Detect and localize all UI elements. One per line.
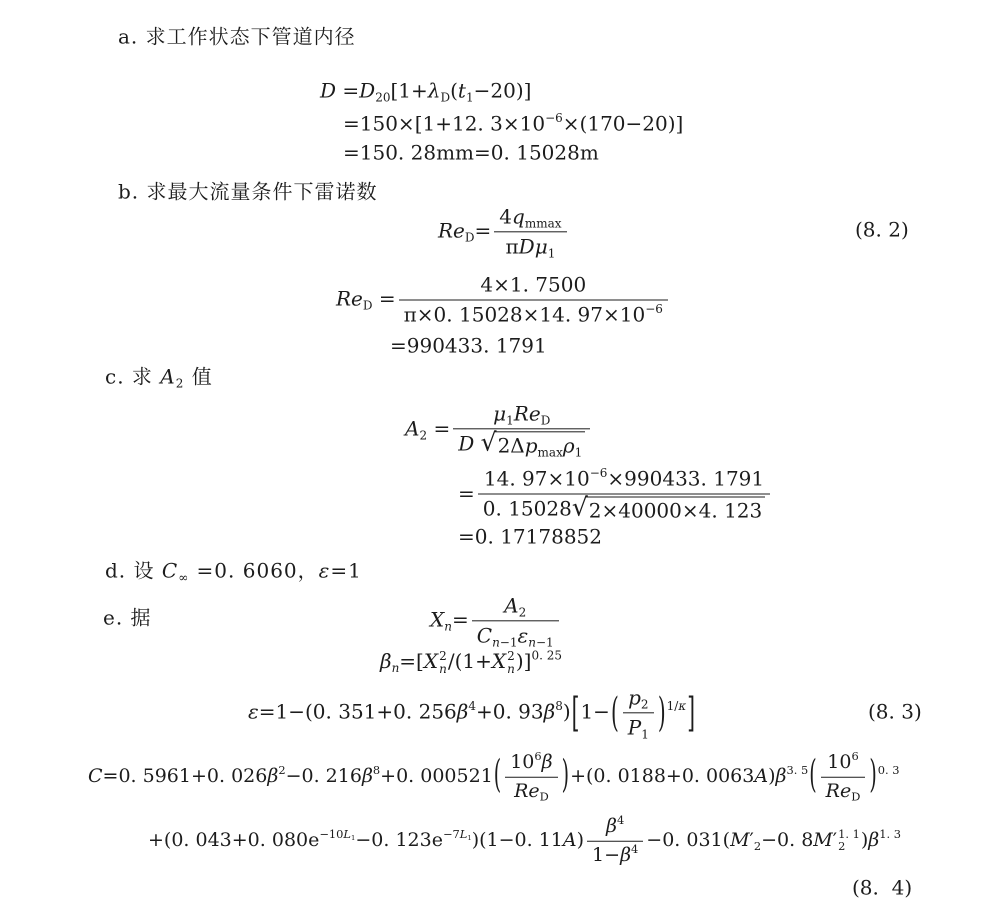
formula-d-calc: =150×[1+12. $3\times 10^{-6}\times(170-20)$] bbox=[343, 111, 684, 136]
fraction: $\frac{\beta^4}{1-\beta^4}$ bbox=[587, 815, 643, 868]
formula-d-def: $D =D_{20}[1+\lambda_D(t_1-20)]$ bbox=[320, 78, 532, 105]
formula-c-line2: +(0. 043+0. $080e^{-10L_1}-0$. $123e^{-7L_1})(1-0$. 11A) $\frac{\beta^4}{1-\beta^4}$ −0. $031(M'_2-0$. 8M′ 1. 1 2 )$\beta^{1. 3}$ bbox=[148, 812, 901, 866]
fraction: $\frac{10^6\beta}{Re_D}$ bbox=[505, 751, 557, 804]
big-delimiter: ] bbox=[687, 688, 696, 736]
big-delimiter: ( bbox=[610, 688, 619, 736]
formula-a2-calc: = 14. $97\times 10^{-6}\times 990433$. 1791 0. 15028 √ 2×40000×4. 123 bbox=[458, 467, 773, 524]
eqnum-8-2: (8. 2) bbox=[855, 217, 909, 242]
big-delimiter: ) bbox=[869, 753, 877, 798]
fraction: $\frac{A_2}{C_{n-1}\varepsilon_{n-1}}$ bbox=[472, 593, 559, 648]
big-delimiter: ) bbox=[657, 688, 666, 736]
fraction: $\frac{4\times 1. 7500}{\pi\times 0. 15028\times 14. 97\times 10^{-6}}$ bbox=[399, 273, 668, 328]
formula-re-def: $Re_D=$ $\frac{4q_{mmax}}{\pi D\mu_1}$ bbox=[438, 204, 570, 259]
fraction: 14. $97\times 10^{-6}\times 990433$. 1791 0. 15028 √ 2×40000×4. 123 bbox=[478, 467, 770, 524]
sup-sub-stack: 2 n bbox=[507, 648, 515, 676]
formula-a2-def: $A_2$ = $\mu_1Re_D$ D √ $2\Delta p_{max}\rho_1$ bbox=[405, 401, 593, 458]
fraction: $\frac{p_2}{P_1}$ bbox=[623, 685, 654, 740]
sqrt-radical: √ $2\Delta p_{max}\rho_1$ bbox=[481, 432, 586, 459]
fraction: $\mu_1Re_D$ D √ $2\Delta p_{max}\rho_1$ bbox=[453, 401, 590, 458]
formula-a2-result: =0. 17178852 bbox=[458, 524, 602, 549]
big-delimiter: ( bbox=[493, 753, 502, 798]
formula-c-line1: C=0. 5961+0. $026\beta^2-0$. $216\beta^8+0$. 000521( $\frac{10^6\beta}{Re_D}$ )+(0. 0188+0. $0063A)\beta^{3. 5}$( $\frac{10^6}{Re_D}$ )$^{0. 3}$ bbox=[88, 748, 900, 804]
fraction: $\frac{4q_{mmax}}{\pi D\mu_1}$ bbox=[494, 204, 566, 259]
sqrt-radical: √ 2×40000×4. 123 bbox=[572, 497, 765, 524]
sup-sub-stack: 2 n bbox=[439, 648, 447, 676]
heading-d: d. 设 $C_\infty =0$. 6060，ε=1 bbox=[105, 558, 362, 585]
eqnum-8-3: (8. 3) bbox=[868, 699, 922, 724]
big-delimiter: ) bbox=[561, 753, 570, 798]
formula-d-result: =150. 28mm=0. 15028m bbox=[343, 140, 599, 165]
sup-sub-stack: 1. 1 2 bbox=[838, 827, 860, 853]
heading-a: a. 求工作状态下管道内径 bbox=[118, 24, 356, 49]
formula-xn: $X_n=$ $\frac{A_2}{C_{n-1}\varepsilon_{n-1}}$ bbox=[430, 593, 562, 648]
heading-e: e. 据 bbox=[103, 605, 152, 630]
formula-beta: $\beta_n=[X$ 2 n /(1+X 2 n )]$^{0. 25}$ bbox=[380, 648, 563, 676]
formula-re-calc: $Re_D$ = $\frac{4\times 1. 7500}{\pi\times 0. 15028\times 14. 97\times 10^{-6}}$ bbox=[336, 273, 671, 328]
heading-b: b. 求最大流量条件下雷诺数 bbox=[118, 179, 378, 204]
fraction: $\frac{10^6}{Re_D}$ bbox=[821, 751, 866, 804]
eqnum-8-4: (8. 4) bbox=[852, 875, 913, 900]
heading-c: c. 求 $A_2$ 值 bbox=[105, 364, 213, 391]
formula-epsilon: ε=1−(0. 351+0. $256\beta^4+0$. $93\beta^8)[1-$( $\frac{p_2}{P_1}$ )$^{1/\kappa}$] bbox=[248, 685, 696, 742]
big-delimiter: [ bbox=[571, 688, 580, 736]
big-delimiter: ( bbox=[809, 753, 817, 798]
formula-re-result: =990433. 1791 bbox=[390, 333, 547, 358]
